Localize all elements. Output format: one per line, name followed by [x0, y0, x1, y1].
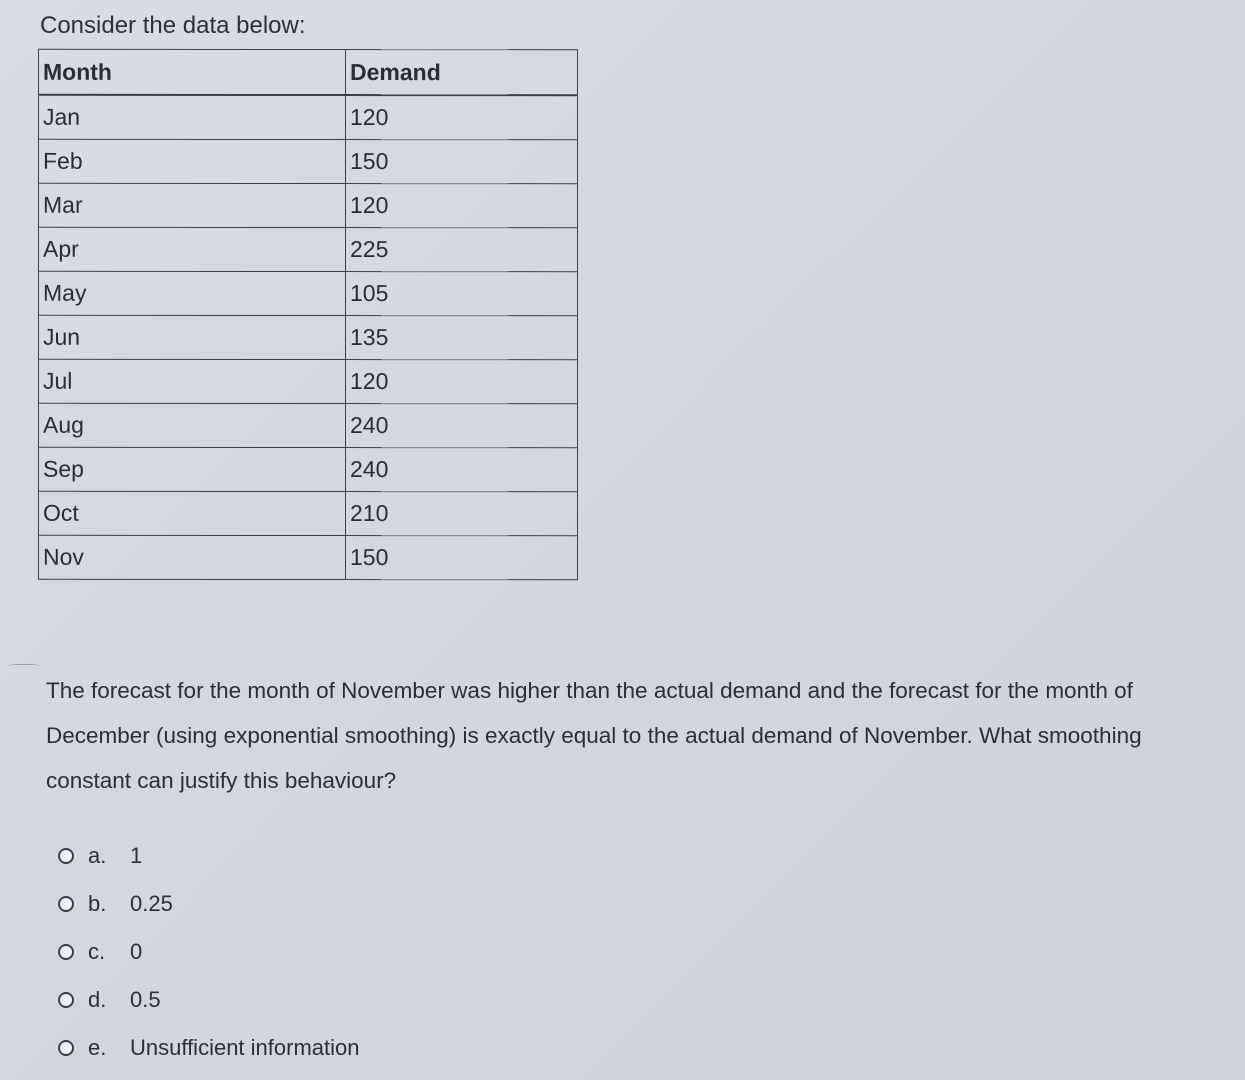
answer-options	[58, 832, 360, 1072]
month-cell: Jan	[39, 95, 346, 140]
option-a[interactable]	[58, 832, 360, 880]
table-header-row	[39, 49, 578, 95]
table-row	[39, 447, 578, 491]
option-letter: a.	[88, 843, 107, 868]
demand-cell: 105	[346, 272, 578, 316]
month-cell: Sep	[39, 447, 346, 491]
demand-cell: 120	[346, 184, 578, 228]
month-cell: Aug	[39, 403, 346, 447]
option-b[interactable]	[58, 880, 360, 928]
option-label: 1	[130, 843, 143, 868]
demand-cell: 135	[346, 316, 578, 360]
table-row	[39, 403, 578, 447]
table-row	[39, 183, 578, 227]
month-cell: Mar	[39, 183, 346, 227]
month-cell: Oct	[39, 491, 346, 535]
demand-cell: 150	[346, 536, 578, 580]
option-letter: b.	[88, 891, 107, 916]
table-row	[39, 315, 578, 359]
table-row	[39, 139, 578, 183]
option-label: 0	[130, 939, 143, 964]
radio-button[interactable]	[58, 944, 74, 960]
month-cell: Nov	[39, 535, 346, 579]
question-text: The forecast for the month of November was higher than the actual demand and the forecast for the month of December (using exponential smoothing) is exactly equal to the actual demand of November. What smoothing constant can justify this behaviour?	[46, 678, 1142, 793]
demand-cell: 240	[346, 448, 578, 492]
radio-button[interactable]	[58, 992, 74, 1008]
radio-button[interactable]	[58, 1040, 74, 1056]
option-e[interactable]	[58, 1024, 360, 1072]
option-label: Unsufficient information	[130, 1035, 360, 1060]
demand-cell: 120	[346, 360, 578, 404]
option-letter: d.	[88, 987, 107, 1012]
month-cell: Jun	[39, 315, 346, 359]
separator-mark	[8, 664, 40, 668]
table-row	[39, 95, 578, 140]
option-label: 0.25	[130, 891, 173, 916]
demand-cell: 150	[346, 140, 578, 184]
month-cell: Apr	[39, 227, 346, 271]
demand-cell: 120	[346, 95, 578, 140]
option-label: 0.5	[130, 987, 161, 1012]
table-row	[39, 491, 578, 535]
demand-table	[38, 49, 578, 580]
table-row	[39, 535, 578, 579]
column-header-demand: Demand	[346, 50, 578, 96]
intro-text: Consider the data below:	[40, 12, 306, 39]
radio-button[interactable]	[58, 848, 74, 864]
radio-button[interactable]	[58, 896, 74, 912]
option-d[interactable]	[58, 976, 360, 1024]
option-c[interactable]	[58, 928, 360, 976]
demand-cell: 210	[346, 492, 578, 536]
column-header-month: Month	[39, 49, 346, 95]
demand-cell: 225	[346, 228, 578, 272]
month-cell: May	[39, 271, 346, 315]
table-row	[39, 227, 578, 271]
demand-cell: 240	[346, 404, 578, 448]
option-letter: c.	[88, 939, 106, 964]
table-row	[39, 359, 578, 403]
month-cell: Jul	[39, 359, 346, 403]
table-row	[39, 271, 578, 315]
option-letter: e.	[88, 1035, 107, 1060]
month-cell: Feb	[39, 139, 346, 183]
